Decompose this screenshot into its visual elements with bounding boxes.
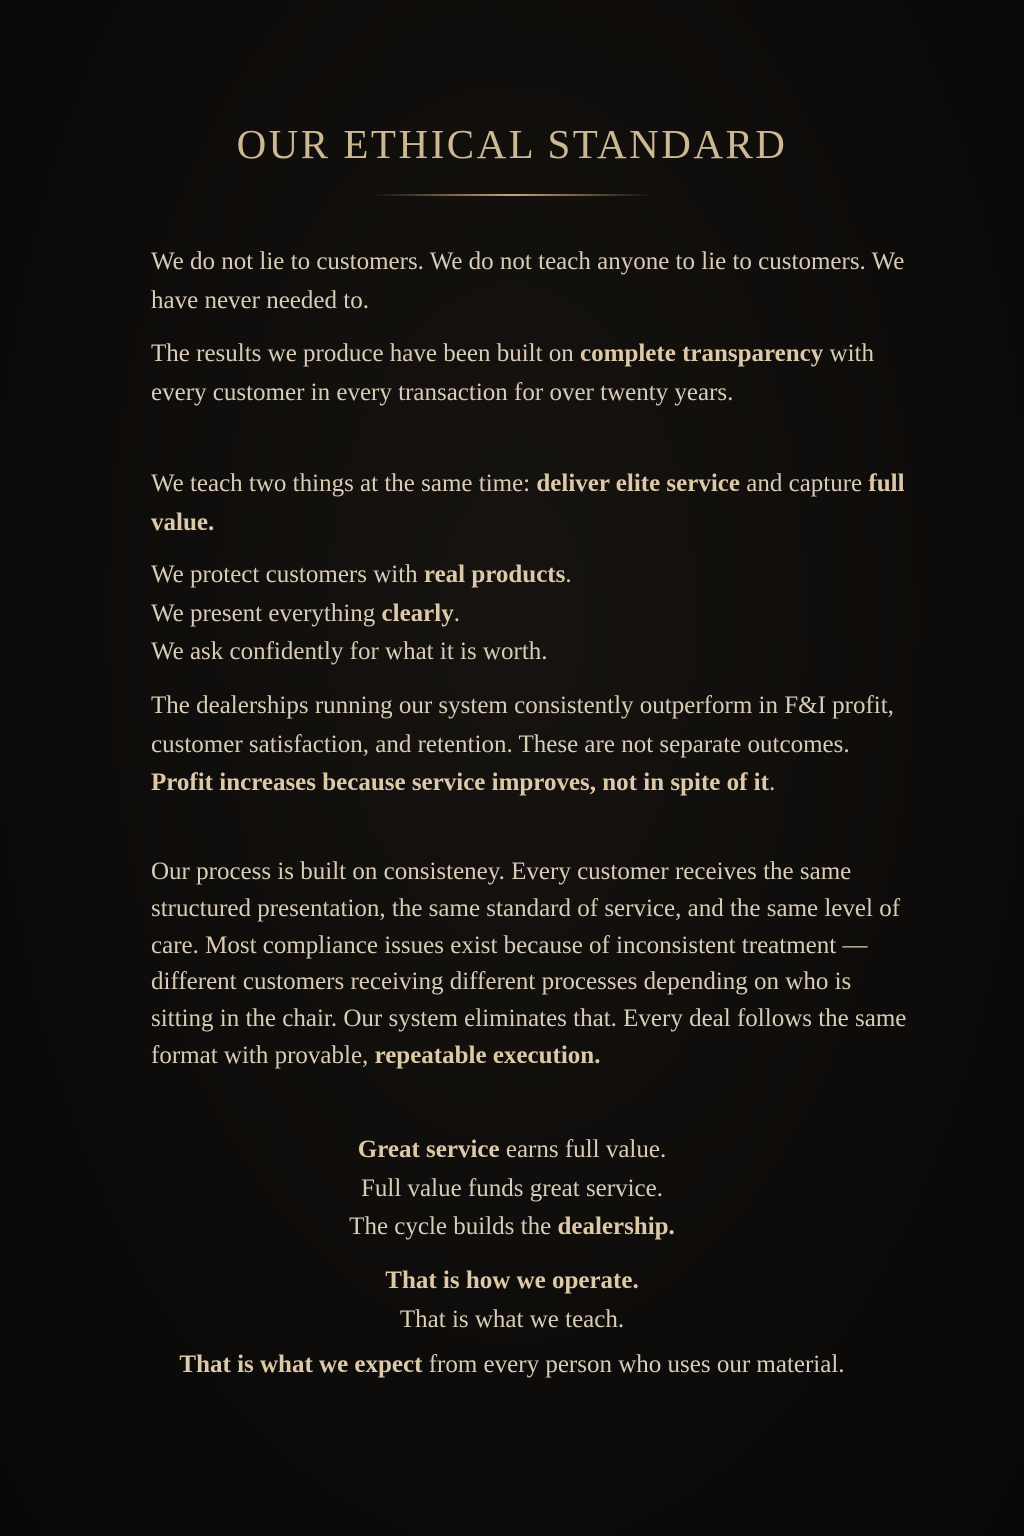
paragraph-protect: We protect customers with real products. We present everything clearly. We ask confidently for what it is worth.: [151, 561, 572, 665]
title-divider: [372, 194, 652, 196]
closing-cycle: Great service earns full value. Full value funds great service. The cycle builds the dealership.: [349, 1136, 675, 1240]
paragraph-two-things: We teach two things at the same time: deliver elite service and capture full value.: [151, 470, 905, 536]
paragraph-honesty: We do not lie to customers. We do not teach anyone to lie to customers. We have never needed to.: [151, 248, 905, 314]
closing-operate: That is how we operate. That is what we teach.: [385, 1267, 639, 1333]
paragraph-consistency: Our process is built on consisteney. Every customer receives the same structured presentation, the same standard of service, and the same level of care. Most compliance issues exist because of inconsistent treatment — different customers receiving different processes depending on who is sitting in the chair. Our system eliminates that. Every deal follows the same format with provable, repeatable execution.: [151, 858, 907, 1069]
closing-expect: That is what we expect from every person who uses our material.: [179, 1351, 845, 1378]
paragraph-outperform: The dealerships running our system consistently outperform in F&I profit, customer satisfaction, and retention. These are not separate outcomes. Profit increases because service improves, not in spite of it.: [151, 692, 894, 796]
paragraph-transparency: The results we produce have been built on complete transparency with every customer in every transaction for over twenty years.: [151, 340, 874, 406]
page-title: OUR ETHICAL STANDARD: [236, 121, 788, 167]
